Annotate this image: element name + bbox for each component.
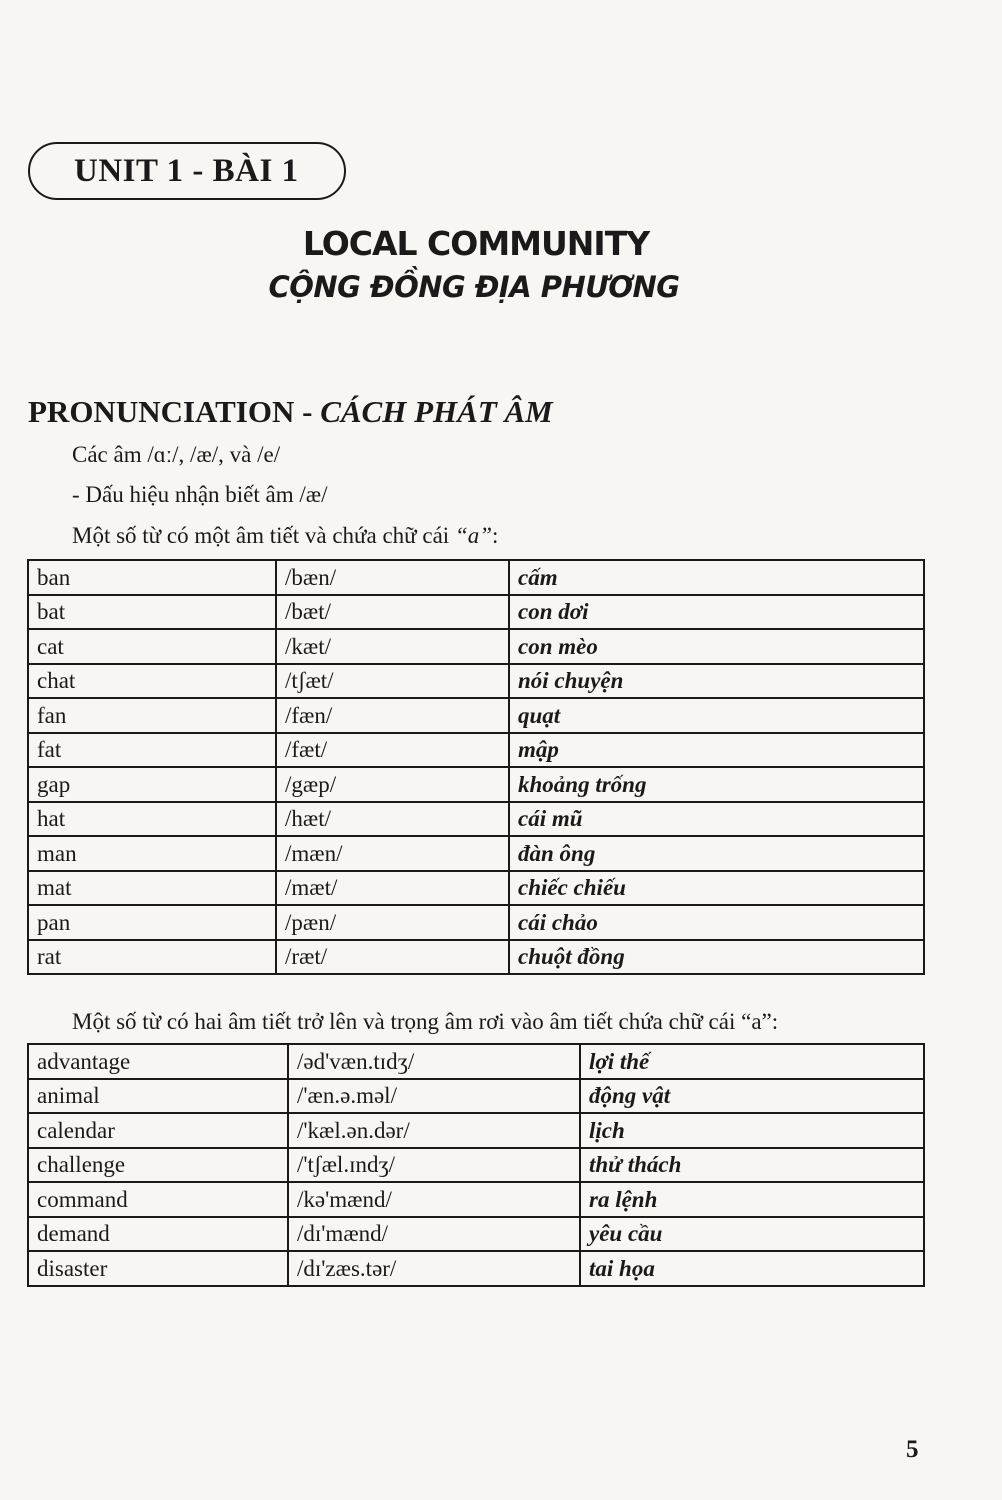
meaning-cell: yêu cầu [580,1217,924,1252]
ipa-cell: /mæt/ [276,871,509,906]
table-row [28,1182,924,1217]
meaning-cell: lợi thế [580,1044,924,1079]
ipa-cell: /'tʃæl.ɪndʒ/ [288,1148,580,1183]
ipa-cell: /fæn/ [276,698,509,733]
title-english: LOCAL COMMUNITY [302,224,650,263]
meaning-cell: ra lệnh [580,1182,924,1217]
ipa-cell: /pæn/ [276,905,509,940]
word-cell: cat [28,629,276,664]
meaning-cell: chuột đồng [509,940,924,975]
table1-intro [72,523,498,549]
table-row [28,1251,924,1286]
word-cell: demand [28,1217,288,1252]
title-vietnamese: CỘNG ĐỒNG ĐỊA PHƯƠNG [268,270,680,304]
unit-badge: UNIT 1 - BÀI 1 [28,142,346,200]
table-row [28,1044,924,1079]
ipa-cell: /fæt/ [276,733,509,768]
word-cell: mat [28,871,276,906]
table-row [28,871,924,906]
word-cell: animal [28,1079,288,1114]
ipa-cell: /bæn/ [276,560,509,595]
word-cell: command [28,1182,288,1217]
meaning-cell: động vật [580,1079,924,1114]
word-cell: fat [28,733,276,768]
word-cell: calendar [28,1113,288,1148]
multi-syllable-table [27,1043,925,1287]
table-row [28,802,924,837]
page-number: 5 [906,1436,919,1463]
ipa-cell: /tʃæt/ [276,664,509,699]
table-row [28,595,924,630]
word-cell: disaster [28,1251,288,1286]
ipa-cell: /'kæl.ən.dər/ [288,1113,580,1148]
meaning-cell: đàn ông [509,836,924,871]
ipa-cell: /əd'væn.tɪdʒ/ [288,1044,580,1079]
ipa-cell: /mæn/ [276,836,509,871]
word-cell: man [28,836,276,871]
meaning-cell: thử thách [580,1148,924,1183]
word-cell: challenge [28,1148,288,1183]
ipa-cell: /dɪ'mænd/ [288,1217,580,1252]
table-row [28,767,924,802]
meaning-cell: con mèo [509,629,924,664]
table2-intro: Một số từ có hai âm tiết trở lên và trọng âm rơi vào âm tiết chứa chữ cái “a”: [72,1009,779,1034]
table-row [28,629,924,664]
ipa-cell: /kæt/ [276,629,509,664]
meaning-cell: lịch [580,1113,924,1148]
table-row [28,1148,924,1183]
word-cell: bat [28,595,276,630]
word-cell: gap [28,767,276,802]
table1-intro-text: Một số từ có một âm tiết và chứa chữ cái [72,523,455,548]
word-cell: pan [28,905,276,940]
section-heading-en: PRONUNCIATION - [28,394,321,429]
meaning-cell: chiếc chiếu [509,871,924,906]
table-row [28,940,924,975]
one-syllable-table [27,559,925,975]
table-row [28,733,924,768]
sign-line: - Dấu hiệu nhận biết âm /æ/ [72,482,328,507]
ipa-cell: /dɪ'zæs.tər/ [288,1251,580,1286]
word-cell: rat [28,940,276,975]
meaning-cell: nói chuyện [509,664,924,699]
meaning-cell: con dơi [509,595,924,630]
word-cell: hat [28,802,276,837]
ipa-cell: /hæt/ [276,802,509,837]
intro-line: Các âm /ɑː/, /æ/, và /e/ [72,442,281,467]
table-row [28,1217,924,1252]
word-cell: chat [28,664,276,699]
ipa-cell: /bæt/ [276,595,509,630]
ipa-cell: /gæp/ [276,767,509,802]
meaning-cell: cái mũ [509,802,924,837]
ipa-cell: /kə'mænd/ [288,1182,580,1217]
table-row [28,1079,924,1114]
table-row [28,560,924,595]
table-row [28,905,924,940]
word-cell: advantage [28,1044,288,1079]
meaning-cell: khoảng trống [509,767,924,802]
ipa-cell: /'æn.ə.məl/ [288,1079,580,1114]
word-cell: fan [28,698,276,733]
table-row [28,1113,924,1148]
table-row [28,698,924,733]
meaning-cell: quạt [509,698,924,733]
ipa-cell: /ræt/ [276,940,509,975]
section-heading-vi: CÁCH PHÁT ÂM [320,394,553,429]
table-row [28,664,924,699]
section-heading [28,394,553,430]
table1-intro-end: : [492,523,499,548]
table1-intro-letter: “a” [454,523,493,548]
meaning-cell: cái chảo [509,905,924,940]
meaning-cell: mập [509,733,924,768]
word-cell: ban [28,560,276,595]
meaning-cell: cấm [509,560,924,595]
meaning-cell: tai họa [580,1251,924,1286]
table-row [28,836,924,871]
